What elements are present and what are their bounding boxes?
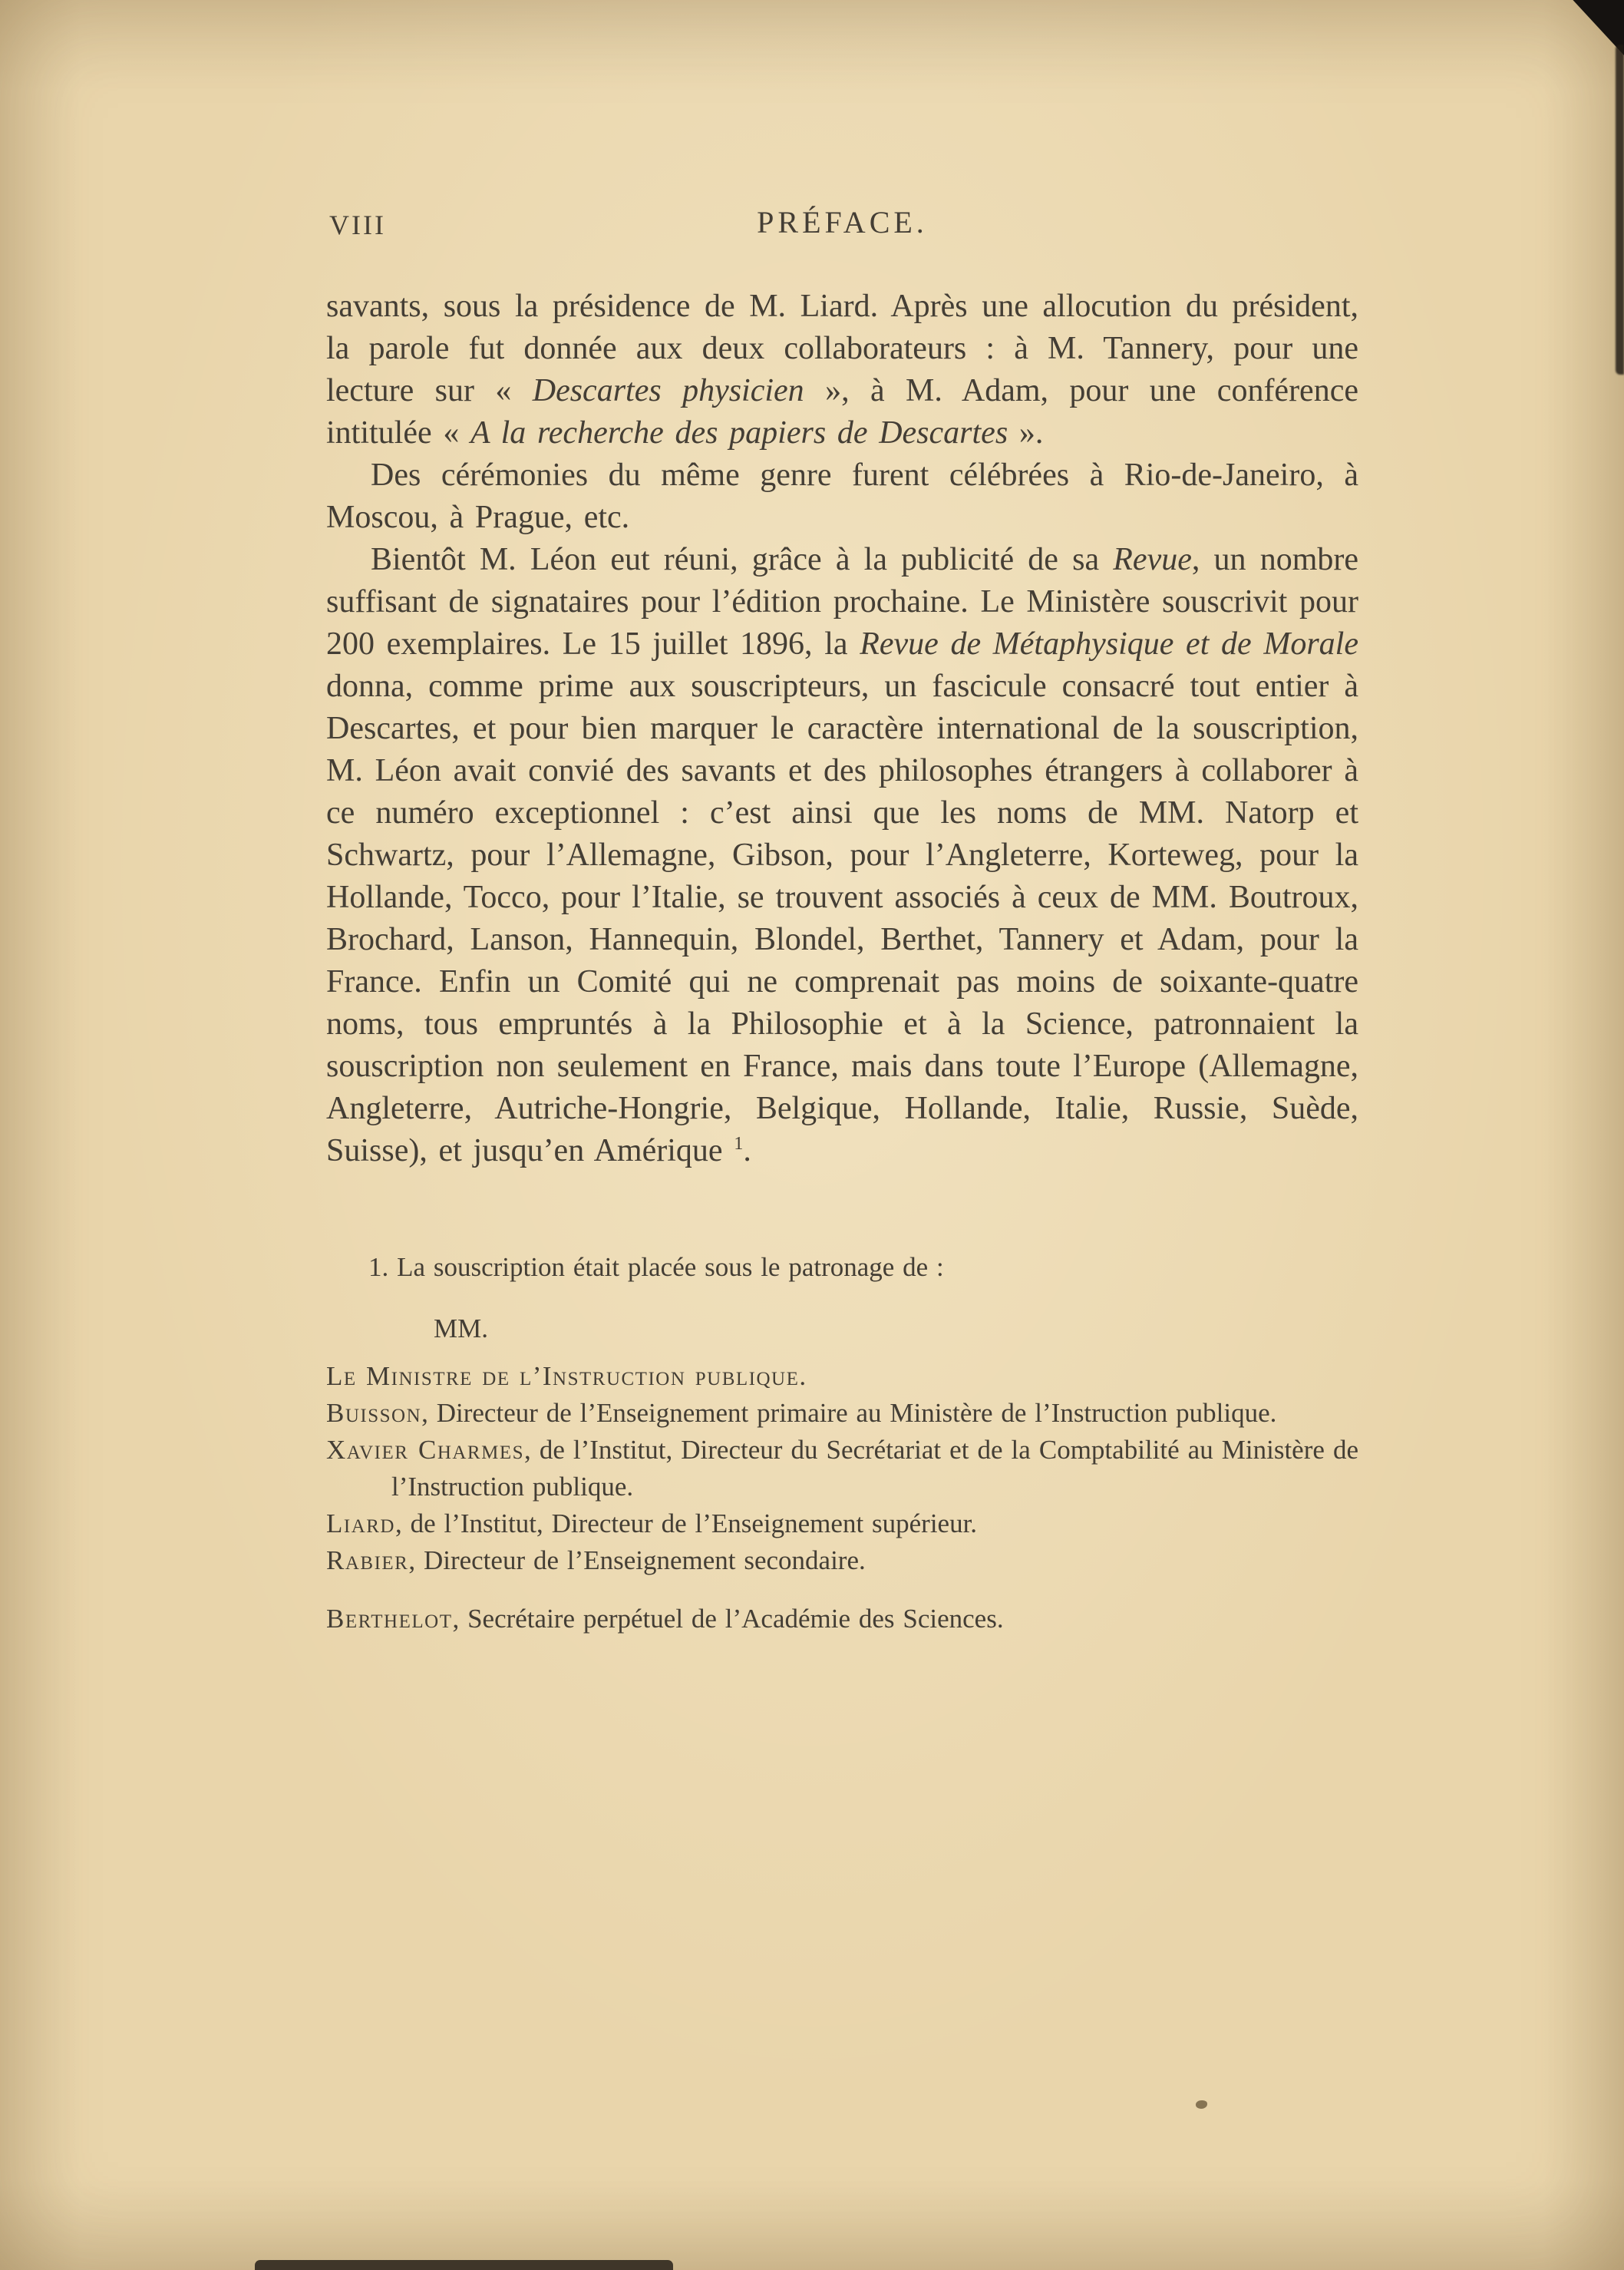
- page-content: [326, 201, 1358, 1637]
- footnote-entry: Rabier, Directeur de l’Enseignement secondaire.: [326, 1545, 866, 1575]
- footnote-intro: 1. La souscription était placée sous le patronage de :: [368, 1252, 944, 1282]
- footnote-entry: Berthelot, Secrétaire perpétuel de l’Académie des Sciences.: [326, 1604, 1004, 1634]
- body-text: [326, 286, 1358, 1172]
- page-title: PRÉFACE.: [757, 205, 928, 240]
- footnote-entry: Buisson, Directeur de l’Enseignement primaire au Ministère de l’Instruction publique.: [326, 1398, 1277, 1428]
- footnote-entry: Liard, de l’Institut, Directeur de l’Enseignement supérieur.: [326, 1508, 978, 1538]
- paragraph: savants, sous la présidence de M. Liard. Après une allocution du président, la parole fut donnée aux deux collaborateurs : à M. Tannery, pour une lecture sur « Descartes physicien », à M. Adam, pour une conférence intitulée « A la recherche des papiers de Descartes ».: [326, 289, 1358, 451]
- paragraph: Bientôt M. Léon eut réuni, grâce à la publicité de sa Revue, un nombre suffisant de signataires pour l’édition prochaine. Le Ministère souscrivit pour 200 exemplaires. Le 15 juillet 1896, la Revue de Métaphysique et de Morale donna, comme prime aux souscripteurs, un fascicule consacré tout entier à Descartes, et pour bien marquer le caractère international de la souscription, M. Léon avait convié des savants et des philosophes étrangers à collaborer à ce numéro exceptionnel : c’est ainsi que les noms de MM. Natorp et Schwartz, pour l’Allemagne, Gibson, pour l’Angleterre, Korteweg, pour la Hollande, Tocco, pour l’Italie, se trouvent associés à ceux de MM. Boutroux, Brochard, Lanson, Hannequin, Blondel, Berthet, Tannery et Adam, pour la France. Enfin un Comité qui ne comprenait pas moins de soixante-quatre noms, tous empruntés à la Philosophie et à la Science, patronnaient la souscription non seulement en France, mais dans toute l’Europe (Allemagne, Angleterre, Autriche-Hongrie, Belgique, Hollande, Italie, Russie, Suède, Suisse), et jusqu’en Amérique $^1$.: [326, 542, 1359, 1168]
- footnote-entry: Xavier Charmes, de l’Institut, Directeur du Secrétariat et de la Comptabilité au Ministère de l’Instruction publique.: [326, 1435, 1358, 1502]
- footnote-entries: [326, 1358, 1358, 1637]
- footnote: [326, 1249, 1358, 1637]
- running-header: [326, 201, 1358, 246]
- scan-artifact-corner: [1555, 0, 1624, 55]
- scan-artifact-edge-streak: [1616, 45, 1624, 375]
- footnote-mm-heading: MM.: [434, 1313, 488, 1343]
- scan-artifact-bottom-sliver: [255, 2260, 673, 2270]
- scan-artifact-speck: [1196, 2100, 1207, 2109]
- paragraph: Des cérémonies du même genre furent célébrées à Rio-de-Janeiro, à Moscou, à Prague, etc.: [326, 458, 1358, 535]
- footnote-entry: Le Ministre de l’Instruction publique.: [326, 1361, 807, 1391]
- page-number: VIII: [329, 210, 386, 240]
